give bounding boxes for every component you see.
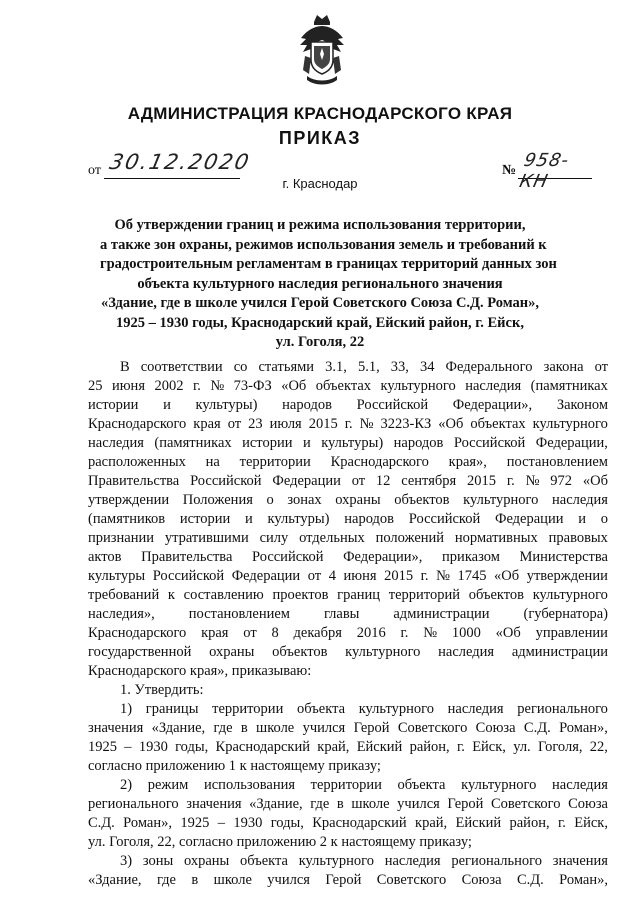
body-line: 1925 – 1930 годы, Краснодарский край, Ейский район, г. Ейск, ул. Гоголя, 22,: [88, 739, 608, 755]
body-line: культуры Российской Федерации от 4 июня 2015 г. № 1745 «Об утверждении: [88, 568, 608, 584]
body-line: 1) границы территории объекта культурного наследия регионального: [120, 701, 608, 717]
number-prefix: №: [502, 163, 517, 178]
body-line: наследия», постановлением главы администрации (губернатора): [88, 606, 608, 622]
body-line: Краснодарского края от 8 декабря 2016 г. № 1000 «Об управлении: [88, 625, 608, 641]
body-line: ул. Гоголя, 22, согласно приложению 2 к настоящему приказу;: [88, 834, 472, 850]
title-line: Об утверждении границ и режима использования территории,: [114, 217, 526, 233]
body-line: В соответствии со статьями 3.1, 5.1, 33, 34 Федерального закона от: [120, 359, 608, 375]
body-line: регионального значения «Здание, где в школе учился Герой Советского Союза: [88, 796, 608, 812]
number-field: [517, 150, 592, 192]
body-line: согласно приложению 1 к настоящему приказу;: [88, 758, 381, 774]
organization-name: АДМИНИСТРАЦИЯ КРАСНОДАРСКОГО КРАЯ: [127, 104, 513, 123]
body-line: признании утратившими силу отдельных положений нормативных правовых: [88, 530, 608, 546]
title-line: 1925 – 1930 годы, Краснодарский край, Ейский район, г. Ейск,: [116, 314, 524, 331]
body-line: требований к составлению проектов границ территорий объектов культурного: [88, 587, 608, 603]
body-line: наследия (памятниках истории и культуры) народов Российской Федерации,: [88, 435, 608, 451]
body-line: актов Правительства Российской Федерации», приказом Министерства: [88, 549, 608, 565]
body-line: значения «Здание, где в школе учился Герой Советского Союза С.Д. Роман»,: [88, 720, 608, 736]
body-line: (памятников истории и культуры) народов Российской Федерации и о: [88, 511, 608, 527]
body-line: 2) режим использования территории объекта культурного наследия: [120, 777, 608, 793]
title-line: ул. Гоголя, 22: [275, 334, 365, 350]
body-line: Краснодарского края от 23 июля 2015 г. № 3223-КЗ «Об объектах культурного: [88, 416, 608, 432]
body-line: Правительства Российской Федерации от 12 сентября 2015 г. № 972 «Об: [88, 473, 608, 489]
title-line: градостроительным регламентам в границах территорий данных зон: [100, 256, 557, 272]
order-body: [88, 358, 608, 890]
document-type: ПРИКАЗ: [278, 128, 362, 148]
body-line: 25 июня 2002 г. № 73-ФЗ «Об объектах культурного наследия (памятниках: [88, 378, 608, 394]
title-line: «Здание, где в школе учился Герой Советского Союза С.Д. Роман»,: [101, 295, 539, 311]
body-line: истории и культуры) народов Российской Федерации», Законом: [88, 397, 608, 413]
body-line: С.Д. Роман», 1925 – 1930 годы, Краснодарский край, Ейский район, г. Ейск,: [88, 815, 608, 831]
coat-of-arms-emblem: [297, 12, 347, 88]
body-line: 1. Утвердить:: [120, 682, 204, 698]
body-line: Краснодарского края», приказываю:: [88, 663, 312, 679]
body-line: государственной охраны объектов культурного наследия администрации: [88, 644, 608, 660]
body-line: утверждении Положения о зонах охраны объектов культурного наследия: [88, 492, 608, 508]
title-line: а также зон охраны, режимов использования земель и требований к: [100, 236, 547, 253]
body-line: 3) зоны охраны объекта культурного наследия регионального значения: [120, 853, 608, 869]
date-field: [104, 150, 253, 179]
body-line: «Здание, где в школе учился Герой Советского Союза С.Д. Роман»,: [88, 872, 608, 888]
handwritten-number: 958-КН: [517, 150, 572, 192]
date-prefix: от: [88, 163, 101, 178]
city-name: г. Краснодар: [282, 176, 358, 191]
order-title: [100, 216, 557, 353]
body-line: расположенных на территории Краснодарского края», постановлением: [88, 454, 608, 470]
handwritten-date: 30.12.2020: [107, 150, 253, 174]
title-line: объекта культурного наследия регионального значения: [137, 275, 503, 292]
